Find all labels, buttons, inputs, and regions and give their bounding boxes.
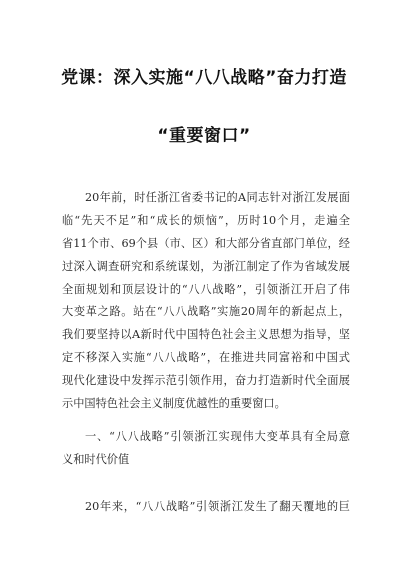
section-paragraph — [62, 496, 350, 519]
paragraph-line: 20年来，“八八战略”引领浙江发生了翻天覆地的巨 — [85, 500, 350, 513]
paragraph-line: 省11个市、69个县（市、区）和大部分省直部门单位，经 — [62, 236, 350, 250]
paragraph-line: 现代化建设中发挥示范引领作用，奋力打造新时代全面展 — [62, 374, 350, 388]
paragraph-line: 20年前，时任浙江省委书记的A同志针对浙江发展面 — [85, 191, 350, 204]
heading-line: 义和时代价值 — [62, 452, 130, 466]
heading-line: 一、“八八战略”引领浙江实现伟大变革具有全局意 — [85, 430, 350, 443]
paragraph-line: 临“先天不足”和“成长的烦恼”，历时10个月，走遍全 — [62, 213, 350, 227]
paragraph-line: 大变革之路。站在“八八战略”实施20周年的新起点上， — [62, 305, 350, 319]
paragraph-line: 全面规划和顶层设计的“八八战略”，引领浙江开启了伟 — [62, 282, 350, 296]
intro-paragraph — [62, 187, 350, 416]
paragraph-line: 示中国特色社会主义制度优越性的重要窗口。 — [62, 397, 286, 411]
document-title-line-2: “重要窗口” — [157, 126, 251, 146]
section-heading — [62, 426, 350, 472]
document-title-line-1: 党课：深入实施“八八战略”奋力打造 — [61, 68, 347, 88]
paragraph-line: 我们要坚持以A新时代中国特色社会主义思想为指导，坚 — [62, 328, 350, 342]
paragraph-line: 定不移深入实施“八八战略”，在推进共同富裕和中国式 — [62, 351, 350, 365]
paragraph-line: 过深入调查研究和系统谋划，为浙江制定了作为省域发展 — [62, 259, 350, 273]
